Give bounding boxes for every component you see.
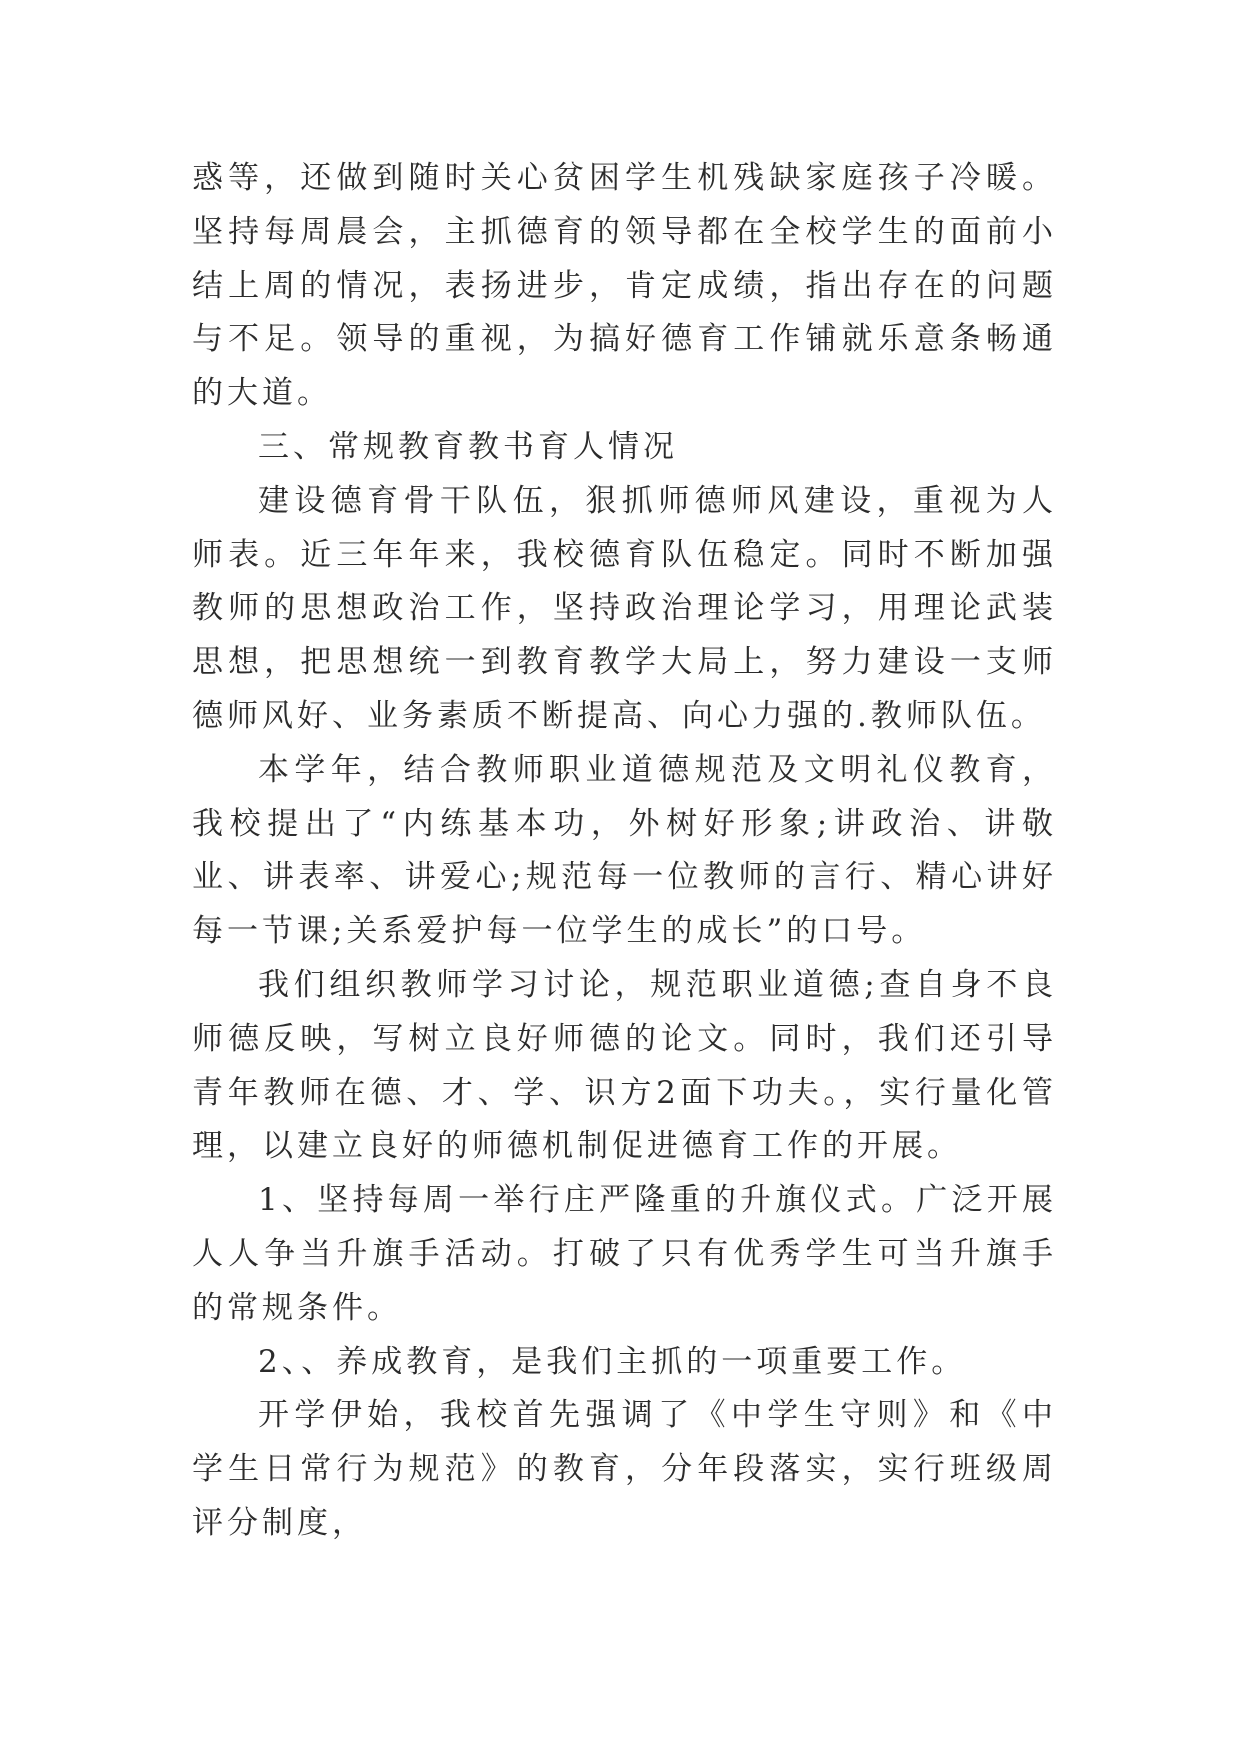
numbered-paragraph: 2、、养成教育，是我们主抓的一项重要工作。	[258, 1343, 967, 1380]
section-heading: 三、常规教育教书育人情况	[258, 428, 678, 465]
numbered-paragraph: 1、坚持每周一举行庄严隆重的升旗仪式。广泛开展人人争当升旗手活动。打破了只有优秀学生可当升旗手的常规条件。	[192, 1182, 1057, 1326]
paragraph: 本学年，结合教师职业道德规范及文明礼仪教育，我校提出了“内练基本功，外树好形象;讲政治、讲敬业、讲表率、讲爱心;规范每一位教师的言行、精心讲好每一节课;关系爱护每一位学生的成长”的口号。	[192, 751, 1057, 950]
document-body	[192, 152, 1057, 1551]
paragraph-continuation: 惑等，还做到随时关心贫困学生机残缺家庭孩子冷暖。坚持每周晨会，主抓德育的领导都在全校学生的面前小结上周的情况，表扬进步，肯定成绩，指出存在的问题与不足。领导的重视，为搞好德育工作铺就乐意条畅通的大道。	[192, 160, 1057, 412]
paragraph: 建设德育骨干队伍，狠抓师德师风建设，重视为人师表。近三年年来，我校德育队伍稳定。同时不断加强教师的思想政治工作，坚持政治理论学习，用理论武装思想，把思想统一到教育教学大局上，努力建设一支师德师风好、业务素质不断提高、向心力强的.教师队伍。	[192, 482, 1057, 734]
paragraph: 开学伊始，我校首先强调了《中学生守则》和《中学生日常行为规范》的教育，分年段落实，实行班级周评分制度，	[192, 1397, 1057, 1541]
paragraph: 我们组织教师学习讨论，规范职业道德;查自身不良师德反映，写树立良好师德的论文。同时，我们还引导青年教师在德、才、学、识方2面下功夫。，实行量化管理，以建立良好的师德机制促进德育工作的开展。	[192, 966, 1057, 1165]
